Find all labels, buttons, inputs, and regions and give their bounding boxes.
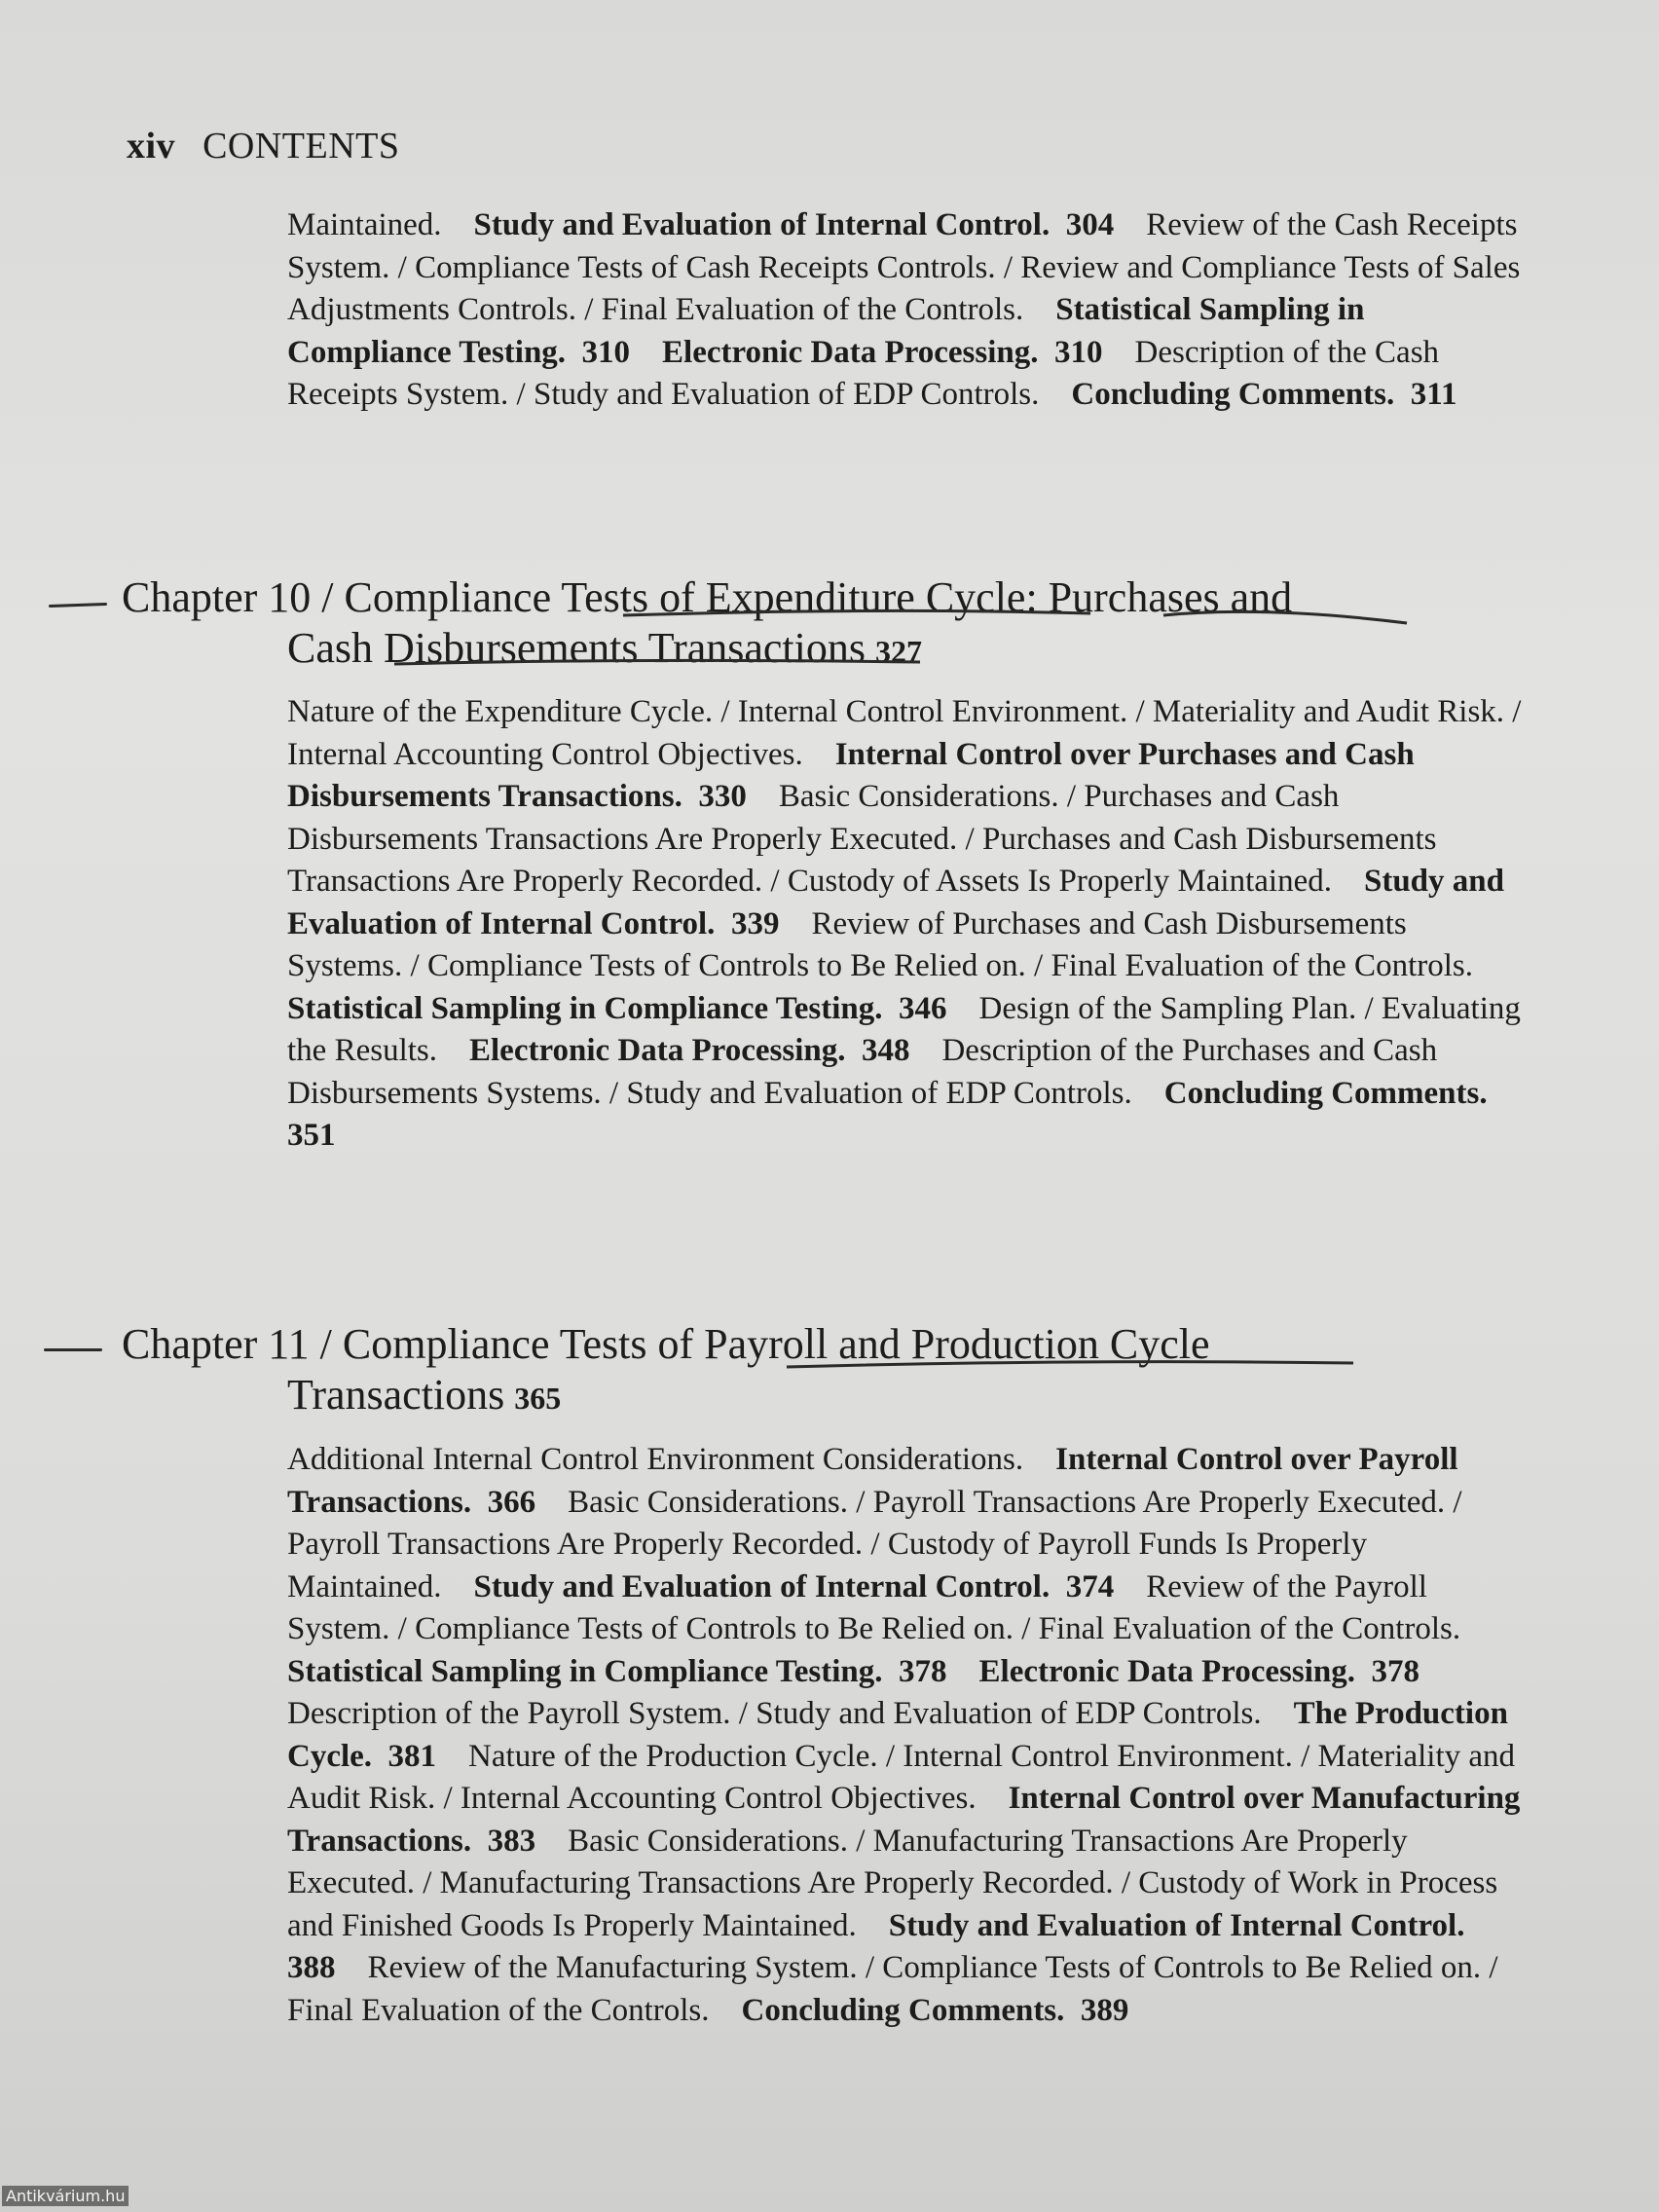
section-page: 389 xyxy=(1080,1992,1129,2028)
entry-text: Review of the Payroll System. / Compliance Tests of Controls to Be Relied on. / Final Evaluation of the Controls. xyxy=(287,1568,1461,1646)
section-page: 348 xyxy=(861,1033,910,1068)
chapter-title-line2: Transactions xyxy=(287,1371,505,1419)
running-head xyxy=(127,125,400,167)
section-heading: Concluding Comments. xyxy=(1163,1075,1488,1111)
section-page: 378 xyxy=(1371,1653,1419,1689)
section-heading: Concluding Comments. xyxy=(741,1992,1065,2028)
section-heading: Concluding Comments. xyxy=(1071,377,1395,412)
entry-text: Description of the Cash Receipts System. / Study and Evaluation of EDP Controls. xyxy=(287,334,1440,412)
chapter-11-heading xyxy=(122,1319,1524,1423)
continued-entry-text xyxy=(287,204,1524,417)
section-heading: Electronic Data Processing. xyxy=(662,334,1039,370)
section-page: 339 xyxy=(730,905,780,941)
section-heading: Study and Evaluation of Internal Control. xyxy=(888,1907,1465,1943)
section-page: 383 xyxy=(487,1823,536,1859)
entry-text: Nature of the Expenditure Cycle. / Internal Control Environment. / Materiality and Audit Risk. / Internal Accounting Control Objectives. xyxy=(287,694,1522,772)
section-heading: Study and Evaluation of Internal Control. xyxy=(287,864,1504,941)
section-page: 351 xyxy=(287,1118,336,1153)
pen-mark xyxy=(49,603,107,608)
entry-text: Description of the Payroll System. / Study and Evaluation of EDP Controls. xyxy=(287,1696,1262,1731)
section-page: 310 xyxy=(581,334,631,370)
chapter-page: 365 xyxy=(514,1381,562,1416)
section-page: 366 xyxy=(487,1484,536,1520)
section-page: 346 xyxy=(899,990,947,1026)
page-number: xiv xyxy=(127,126,176,166)
section-heading: Statistical Sampling in Compliance Testing. xyxy=(287,990,883,1026)
section-heading: The Production Cycle. xyxy=(287,1696,1508,1774)
entry-text: Design of the Sampling Plan. / Evaluating the Results. xyxy=(287,990,1521,1068)
entry-text: Additional Internal Control Environment Considerations. xyxy=(287,1442,1024,1477)
entry-text: Review of Purchases and Cash Disbursements Systems. / Compliance Tests of Controls to Be Relied on. / Final Evaluation of the Controls. xyxy=(287,905,1473,983)
entry-text: Basic Considerations. / Purchases and Cash Disbursements Transactions Are Properly Executed. / Purchases and Cash Disbursements Transactions Are Properly Recorded. / Custody of Assets Is Properly Maintained. xyxy=(287,779,1437,899)
chapter-11-entries xyxy=(287,1439,1524,2032)
section-heading: Internal Control over Manufacturing Transactions. xyxy=(287,1781,1521,1859)
section-page: 374 xyxy=(1065,1568,1115,1604)
section-page: 310 xyxy=(1054,334,1103,370)
section-page: 311 xyxy=(1410,377,1457,412)
entry-text: Description of the Purchases and Cash Disbursements Systems. / Study and Evaluation of EDP Controls. xyxy=(287,1033,1438,1111)
chapter-10-heading xyxy=(122,572,1524,677)
section-heading: Electronic Data Processing. xyxy=(978,1653,1355,1689)
section-page: 381 xyxy=(387,1738,437,1774)
entry-text: Review of the Manufacturing System. / Compliance Tests of Controls to Be Relied on. / Final Evaluation of the Controls. xyxy=(287,1950,1498,2028)
section-heading: Internal Control over Payroll Transactions. xyxy=(287,1442,1458,1520)
section-heading: Internal Control over Purchases and Cash Disbursements Transactions. xyxy=(287,736,1415,814)
section-page: 330 xyxy=(698,779,747,814)
entry-text: Review of the Cash Receipts System. / Compliance Tests of Cash Receipts Controls. / Review and Compliance Tests of Sales Adjustments Controls. / Final Evaluation of the Controls. xyxy=(287,207,1521,327)
chapter-title-line1: Chapter 10 / Compliance Tests of Expenditure Cycle: Purchases and xyxy=(122,573,1293,621)
running-head-title: CONTENTS xyxy=(203,126,400,166)
section-heading: Electronic Data Processing. xyxy=(469,1033,846,1068)
section-page: 304 xyxy=(1065,207,1115,242)
chapter-title-line2: Cash Disbursements Transactions xyxy=(287,624,866,672)
section-page: 378 xyxy=(899,1653,947,1689)
section-heading: Statistical Sampling in Compliance Testing. xyxy=(287,1653,883,1689)
section-heading: Study and Evaluation of Internal Control. xyxy=(473,207,1051,242)
section-page: 388 xyxy=(287,1950,336,1985)
section-heading: Study and Evaluation of Internal Control. xyxy=(473,1568,1051,1604)
entry-text: Basic Considerations. / Payroll Transactions Are Properly Executed. / Payroll Transactions Are Properly Recorded. / Custody of Payroll Funds Is Properly Maintained. xyxy=(287,1484,1462,1604)
entry-text: Maintained. xyxy=(287,207,442,242)
chapter-10-entries xyxy=(287,691,1524,1158)
chapter-title-line1: Chapter 11 / Compliance Tests of Payroll and Production Cycle xyxy=(122,1320,1210,1368)
chapter-page: 327 xyxy=(875,634,922,669)
section-heading: Statistical Sampling in Compliance Testing. xyxy=(287,292,1365,370)
pen-mark xyxy=(44,1348,102,1351)
entry-text: Basic Considerations. / Manufacturing Transactions Are Properly Executed. / Manufacturing Transactions Are Properly Recorded. / Custody of Work in Process and Finished Goods Is Properly Maintained. xyxy=(287,1823,1498,1943)
entry-text: Nature of the Production Cycle. / Internal Control Environment. / Materiality and Audit Risk. / Internal Accounting Control Objectives. xyxy=(287,1738,1516,1816)
watermark: Antikvárium.hu xyxy=(2,2186,129,2206)
